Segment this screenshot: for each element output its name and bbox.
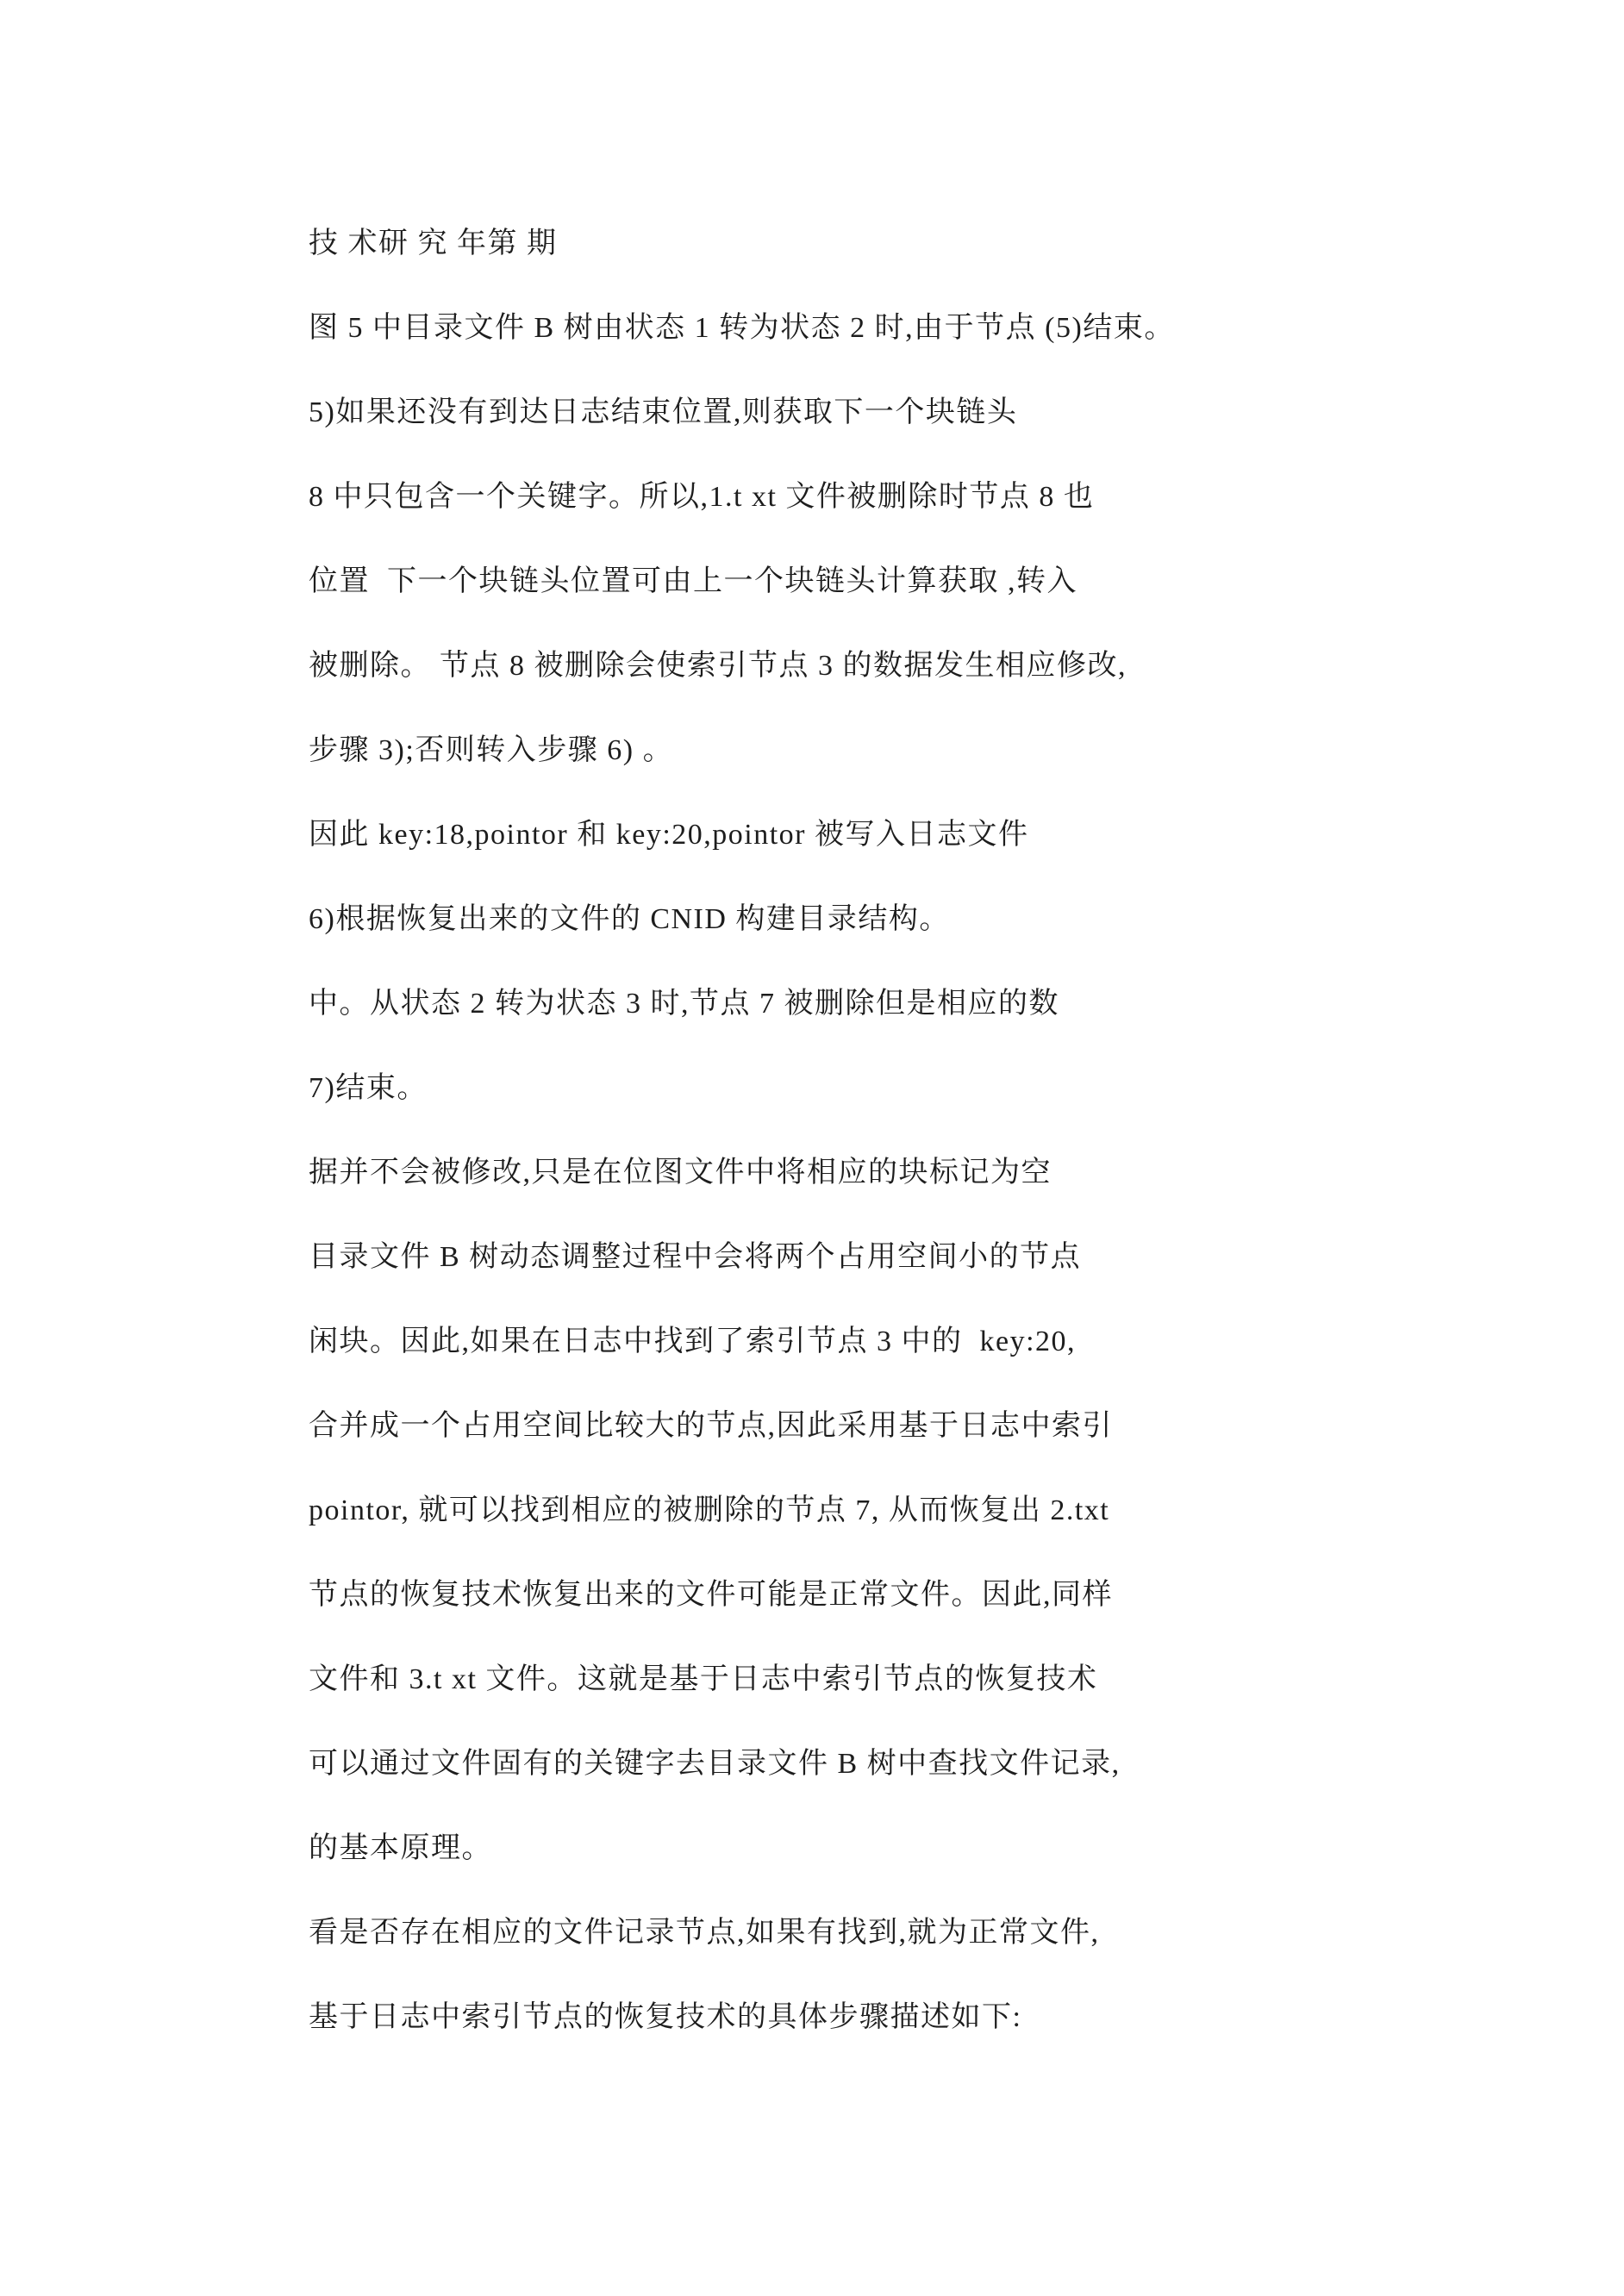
text-line: 据并不会被修改,只是在位图文件中将相应的块标记为空 bbox=[309, 1157, 1052, 1189]
text-line: 看是否存在相应的文件记录节点,如果有找到,就为正常文件, bbox=[309, 1917, 1100, 1949]
text-line: 位置 下一个块链头位置可由上一个块链头计算获取 ,转入 bbox=[309, 565, 1077, 597]
text-line: 中。从状态 2 转为状态 3 时,节点 7 被删除但是相应的数 bbox=[309, 988, 1059, 1020]
text-line: 因此 key:18,pointor 和 key:20,pointor 被写入日志文件 bbox=[309, 819, 1029, 851]
text-line: 步骤 3);否则转入步骤 6) 。 bbox=[309, 734, 674, 766]
text-line: 8 中只包含一个关键字。所以,1.t xt 文件被删除时节点 8 也 bbox=[309, 481, 1095, 513]
text-line: 文件和 3.t xt 文件。这就是基于日志中索引节点的恢复技术 bbox=[309, 1663, 1098, 1695]
text-line: 目录文件 B 树动态调整过程中会将两个占用空间小的节点 bbox=[309, 1241, 1082, 1273]
text-line: 5)如果还没有到达日志结束位置,则获取下一个块链头 bbox=[309, 396, 1018, 428]
text-line: 技 术研 究 年第 期 bbox=[309, 228, 558, 259]
text-line: 7)结束。 bbox=[309, 1072, 428, 1104]
text-line: 的基本原理。 bbox=[309, 1832, 492, 1864]
text-line: pointor, 就可以找到相应的被删除的节点 7, 从而恢复出 2.txt bbox=[309, 1494, 1110, 1526]
text-line: 闲块。因此,如果在日志中找到了索引节点 3 中的 key:20, bbox=[309, 1326, 1077, 1357]
text-line: 6)根据恢复出来的文件的 CNID 构建目录结构。 bbox=[309, 903, 950, 935]
text-line: 图 5 中目录文件 B 树由状态 1 转为状态 2 时,由于节点 (5)结束。 bbox=[309, 312, 1175, 344]
text-line: 基于日志中索引节点的恢复技术的具体步骤描述如下: bbox=[309, 2001, 1022, 2033]
text-line: 合并成一个占用空间比较大的节点,因此采用基于日志中索引 bbox=[309, 1410, 1113, 1442]
text-line: 可以通过文件固有的关键字去目录文件 B 树中查找文件记录, bbox=[309, 1748, 1121, 1780]
text-line: 被删除。 节点 8 被删除会使索引节点 3 的数据发生相应修改, bbox=[309, 650, 1127, 682]
text-line: 节点的恢复技术恢复出来的文件可能是正常文件。因此,同样 bbox=[309, 1579, 1113, 1611]
document-page bbox=[309, 202, 1343, 2060]
